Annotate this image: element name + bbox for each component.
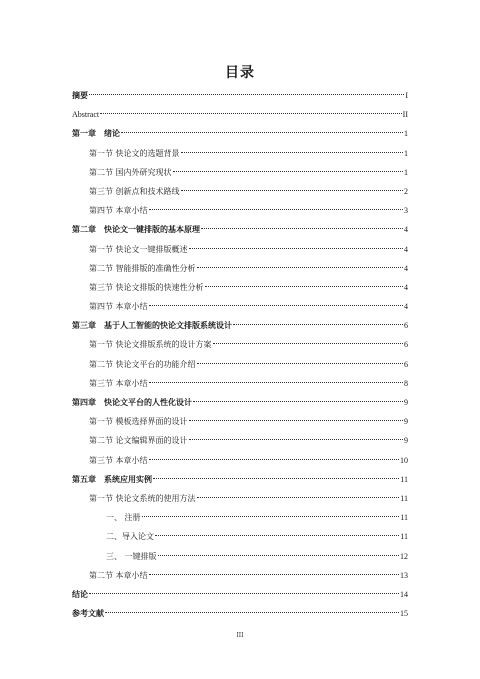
toc-entry-page: 6	[404, 359, 408, 369]
toc-leader-dots	[197, 363, 403, 364]
toc-entry-label: 第一节 模板选择界面的设计	[89, 417, 188, 427]
toc-entry-page: 9	[404, 436, 408, 446]
toc-entry[interactable]	[72, 451, 408, 470]
toc-leader-dots	[201, 228, 403, 229]
toc-entry[interactable]	[72, 182, 408, 201]
toc-entry[interactable]	[72, 220, 408, 239]
toc-leader-dots	[105, 612, 399, 613]
toc-entry-page: 11	[400, 513, 408, 523]
toc-entry[interactable]	[72, 489, 408, 508]
toc-leader-dots	[149, 382, 403, 383]
toc-entry-page: 14	[400, 589, 408, 599]
table-of-contents	[72, 86, 408, 623]
toc-entry-label: 第二节 论文编辑界面的设计	[89, 436, 188, 446]
toc-entry-label: 二、导入论文	[106, 532, 154, 542]
toc-entry-page: 1	[404, 148, 408, 158]
toc-entry-label: 第四节 本章小结	[89, 302, 148, 312]
toc-entry[interactable]	[72, 566, 408, 585]
toc-entry[interactable]	[72, 278, 408, 297]
toc-entry-label: 第四节 本章小结	[89, 206, 148, 216]
toc-entry-label: 第一节 快论文一键排版概述	[89, 244, 188, 254]
toc-leader-dots	[181, 152, 403, 153]
toc-leader-dots	[189, 420, 403, 421]
page-title: 目录	[225, 65, 255, 81]
toc-entry-page: II	[402, 110, 408, 120]
toc-leader-dots	[155, 535, 399, 536]
toc-entry[interactable]	[72, 508, 408, 527]
toc-entry[interactable]	[72, 259, 408, 278]
toc-leader-dots	[100, 113, 402, 114]
toc-entry-label: 一、 注册	[106, 513, 141, 523]
toc-entry-page: 8	[404, 378, 408, 388]
toc-entry[interactable]	[72, 240, 408, 259]
toc-entry[interactable]	[72, 585, 408, 604]
toc-entry[interactable]	[72, 412, 408, 431]
toc-leader-dots	[173, 171, 403, 172]
toc-leader-dots	[213, 343, 403, 344]
toc-entry-label: 第一节 快论文排版系统的设计方案	[89, 340, 212, 350]
toc-entry-page: 15	[400, 609, 408, 619]
toc-leader-dots	[189, 248, 403, 249]
toc-leader-dots	[193, 401, 403, 402]
toc-leader-dots	[149, 305, 403, 306]
toc-entry[interactable]	[72, 374, 408, 393]
toc-entry[interactable]	[72, 393, 408, 412]
toc-entry-label: 第一章 绪论	[72, 129, 120, 139]
toc-entry-label: 第二节 本章小结	[89, 570, 148, 580]
toc-entry-page: 4	[404, 302, 408, 312]
toc-entry[interactable]	[72, 105, 408, 124]
toc-leader-dots	[158, 555, 399, 556]
toc-entry-page: 6	[404, 340, 408, 350]
toc-entry-page: 9	[404, 417, 408, 427]
toc-entry-label: 第三节 本章小结	[89, 378, 148, 388]
toc-entry-label: 第二节 国内外研究现状	[89, 167, 172, 177]
toc-entry-label: 第三章 基于人工智能的快论文排版系统设计	[72, 321, 232, 331]
toc-entry-label: 摘要	[72, 91, 88, 100]
toc-entry-page: 3	[404, 206, 408, 216]
toc-entry-label: 三、 一键排版	[106, 551, 157, 561]
toc-entry[interactable]	[72, 316, 408, 335]
toc-entry-label: 参考文献	[72, 609, 104, 619]
toc-entry-label: Abstract	[72, 110, 100, 120]
toc-entry-page: 4	[404, 244, 408, 254]
toc-leader-dots	[153, 478, 399, 479]
toc-leader-dots	[149, 574, 399, 575]
toc-entry-page: 4	[404, 225, 408, 235]
toc-entry[interactable]	[72, 604, 408, 623]
toc-leader-dots	[189, 439, 403, 440]
toc-leader-dots	[197, 267, 403, 268]
toc-entry-page: 4	[404, 282, 408, 292]
toc-leader-dots	[142, 516, 400, 517]
toc-entry-page: 2	[404, 186, 408, 196]
toc-entry-label: 第三节 快论文排版的快速性分析	[89, 282, 204, 292]
toc-entry[interactable]	[72, 144, 408, 163]
toc-entry-page: 11	[400, 532, 408, 542]
toc-entry-page: 13	[400, 570, 408, 580]
toc-entry-page: I	[405, 91, 408, 100]
toc-leader-dots	[89, 94, 404, 95]
toc-leader-dots	[149, 459, 399, 460]
toc-entry-page: 6	[404, 321, 408, 331]
toc-entry[interactable]	[72, 431, 408, 450]
page-number: III	[236, 632, 244, 639]
toc-entry[interactable]	[72, 547, 408, 566]
toc-entry[interactable]	[72, 355, 408, 374]
toc-entry[interactable]	[72, 86, 408, 105]
toc-entry-label: 第二节 智能排版的准确性分析	[89, 263, 196, 273]
toc-entry-label: 第四章 快论文平台的人性化设计	[72, 398, 192, 407]
toc-entry-page: 4	[404, 263, 408, 273]
toc-entry-page: 1	[404, 167, 408, 177]
toc-leader-dots	[149, 209, 403, 210]
toc-leader-dots	[121, 132, 403, 133]
toc-entry-page: 1	[404, 129, 408, 139]
toc-leader-dots	[205, 286, 403, 287]
toc-leader-dots	[89, 593, 399, 594]
toc-leader-dots	[233, 324, 403, 325]
toc-leader-dots	[197, 497, 400, 498]
toc-entry-label: 第一节 快论文的选题背景	[89, 148, 180, 158]
toc-entry[interactable]	[72, 470, 408, 489]
toc-entry[interactable]	[72, 163, 408, 182]
toc-entry-page: 12	[400, 551, 408, 561]
toc-entry-page: 9	[404, 398, 408, 407]
toc-entry[interactable]	[72, 124, 408, 143]
toc-leader-dots	[181, 190, 403, 191]
toc-entry-label: 结论	[72, 589, 88, 599]
toc-entry-label: 第三节 创新点和技术路线	[89, 186, 180, 196]
toc-entry-label: 第五章 系统应用实例	[72, 474, 152, 484]
toc-entry-label: 第二节 快论文平台的功能介绍	[89, 359, 196, 369]
toc-entry-page: 10	[400, 455, 408, 465]
toc-entry-page: 11	[400, 474, 408, 484]
toc-entry-label: 第二章 快论文一键排版的基本原理	[72, 225, 200, 235]
toc-entry[interactable]	[72, 297, 408, 316]
toc-entry-label: 第三节 本章小结	[89, 455, 148, 465]
toc-entry[interactable]	[72, 201, 408, 220]
toc-entry[interactable]	[72, 527, 408, 546]
toc-entry-label: 第一节 快论文系统的使用方法	[89, 493, 196, 503]
toc-entry[interactable]	[72, 335, 408, 354]
toc-entry-page: 11	[400, 493, 408, 503]
